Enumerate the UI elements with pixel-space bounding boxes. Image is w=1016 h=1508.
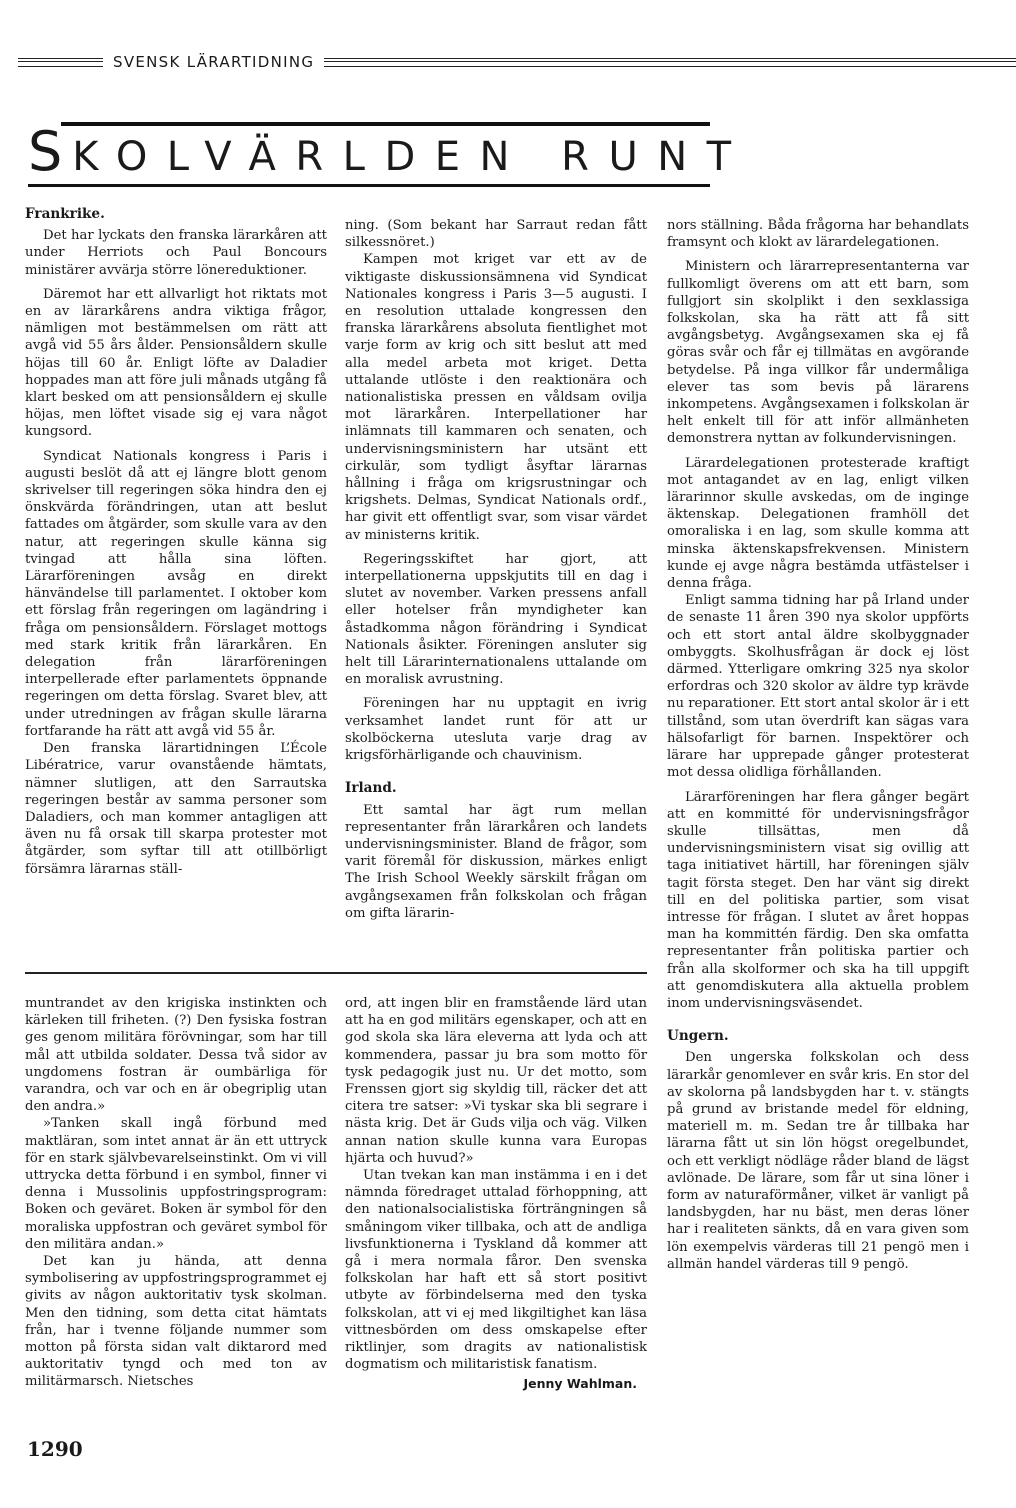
paragraph: Lärardelegationen protesterade kraftigt mot antagandet av en lag, enligt vilken lärarinnor skulle avskedas, om de inginge äktenskap. Delegationen framhöll det omoraliska i en lag, som skulle komma att minska äktenskapsfrekvensen. Ministern kunde ej avge några bestämda utfästelser i denna fråga. [667, 455, 969, 592]
paragraph: Den franska lärartidningen L’École Libératrice, varur ovanstående hämtats, nämner slutligen, att den Sarrautska regeringen består av samma personer som Daladiers, och man kommer antagligen att även nu få orsak till skarpa protester mot åtgärder, som syftar till att otillbörligt försämra lärarnas ställ- [25, 741, 327, 877]
column-divider-rule [25, 972, 647, 974]
running-head-rule-right [324, 58, 1016, 67]
running-head-rule-left [18, 58, 103, 67]
running-head-title: SVENSK LÄRARTIDNING [113, 53, 315, 71]
paragraph: Regeringsskiftet har gjort, att interpellationerna uppskjutits till en dag i slutet av november. Varken pressens anfall eller hotelser från myndigheter kan åstadkomma någon förändring i Syndicat Nationals åsikter. Föreningen ansluter sig helt till Lärarinternationalens uttalande om en moralisk avrustning. [345, 551, 647, 688]
paragraph-continued: ning. (Som bekant har Sarraut redan fått silkessnöret.) [345, 218, 647, 251]
heading-frankrike: Frankrike. [25, 206, 105, 222]
paragraph: Däremot har ett allvarligt hot riktats mot en av lärarkårens andra viktiga frågor, nämligen mot bestämmelsen om rätt att avgå vid 55 års ålder. Pensionsåldern skulle höjas till 60 år. Enligt löfte av Daladier hoppades man att före juli månads utgång få klart besked om att pensionsåldern ej skulle höjas, men löftet visade sig ej vara något kungsord. [25, 286, 327, 440]
paragraph: Enligt samma tidning har på Irland under de senaste 11 åren 390 nya skolor uppförts och ett stort antal äldre skolbyggnader ombyggts. Skolhusfrågan är dock ej löst därmed. Ytterligare omkring 325 nya skolor erfordras och 320 skolor av äldre typ krävde nu reparationer. Ett stort antal skolor är i ett tillstånd, som utan överdrift kan sägas vara hälsofarligt för barnen. Inspektörer och lärare har upprepade gånger protesterat mot dessa olidliga förhållanden. [667, 593, 969, 781]
section-banner [28, 120, 751, 187]
paragraph-continued: ord, att ingen blir en framstående lärd utan att ha en god militärs egenskaper, och att en god skola ska lära eleverna att lyda och att kommendera, passar ju bra som motto för tysk pedagogik just nu. Ur det motto, som Frenssen gjort sig skyldig till, räcker det att citera tre satser: »Vi tyskar ska bli segrare i nästa krig. Det är Guds vilja och väg. Vilken annan nation skulle kunna vara Europas hjärta och huvud?» [345, 996, 647, 1166]
author-signature: Jenny Wahlman. [523, 1376, 637, 1392]
paragraph: Den ungerska folkskolan och dess lärarkår genomlever en svår kris. En stor del av skolorna på landsbygden har t. v. stängts på grund av bristande medel för eldning, materiell m. m. Sedan tre år tillbaka har lärarna fått ut sin lön högst oregelbundet, och ett verkligt nödläge råder bland de lägst avlönade. De lärare, som får ut sina löner i form av naturaförmåner, vilket är vanligt på landsbygden, har nu bäst, men deras löner har i realiteten sänkts, då en vara given som lön exempelvis värderas till 21 pengö men i allmän handel värderas till 9 pengö. [667, 1050, 969, 1272]
paragraph: Syndicat Nationals kongress i Paris i augusti beslöt då att ej längre blott genom skrivelser till regeringen söka hindra den ej önskvärda förändringen, utan att beslut fattades om åtgärder, som skulle vara av den natur, att regeringen skulle känna sig tvingad att hålla sina löften. Lärarföreningen avsåg en direkt hänvändelse till parlamentet. I oktober kom ett förslag från regeringen om lagändring i fråga om pensionsåldern. Förslaget mottogs med stark kritik från lärarkåren. En delegation från lärarföreningen interpellerade efter parlamentets öppnande regeringen om detta förslag. Svaret blev, att under utredningen av frågan skulle lärarna fortfarande ha rätt att avgå vid 55 år. [25, 448, 327, 739]
paragraph: Utan tvekan kan man instämma i en i det nämnda föredraget uttalad förhoppning, att den nationalsocialistiska förträngningen så småningom viker tillbaka, och att de andliga livsfunktionerna i Tyskland då kommer att gå i mera normala fåror. Den svenska folkskolan har haft ett så stort positivt utbyte av förbindelserna med den tyska folkskolan, att vi ej med likgiltighet kan läsa vittnesbörden om dess omskapelse efter riktlinjer, som dragits av nationalistisk dogmatism och militaristisk fanatism. [345, 1168, 647, 1373]
banner-rest: KOLVÄRLDEN RUNT [72, 134, 751, 180]
heading-ungern: Ungern. [667, 1028, 729, 1045]
page-number: 1290 [27, 1437, 83, 1461]
paragraph: Ett samtal har ägt rum mellan representanter från lärarkåren och landets undervisningsminister. Bland de frågor, som varit föremål för diskussion, märkes enligt The Irish School Weekly särskilt frågan om avgångsexamen från folkskolan och frågan om gifta lärarin- [345, 802, 647, 921]
running-head [18, 50, 1016, 74]
paragraph: Föreningen har nu upptagit en ivrig verksamhet landet runt för att ur skolböckerna utesluta varje drag av krigsförhärligande och chauvinism. [345, 696, 647, 764]
banner-initial: S [28, 120, 73, 183]
paragraph: Det kan ju hända, att denna symbolisering av uppfostringsprogrammet ej givits av någon auktoritativ tysk skolman. Men den tidning, som detta citat hämtats från, har i tvenne följande nummer som motton på första sidan valt diktarord med auktoritativ tyngd och med ton av militärmarsch. Nietsches [25, 1254, 327, 1390]
banner-rule-bottom [28, 184, 710, 187]
column-3 [667, 217, 969, 1273]
paragraph-continued: muntrandet av den krigiska instinkten och kärleken till friheten. (?) Den fysiska fostran ges genom militära förövningar, som har till mål att utbilda soldater. Dessa två sidor av ungdomens fostran är oumbärliga för varandra, och var och en är obegriplig utan den andra.» [25, 996, 327, 1115]
paragraph: Ministern och lärarrepresentanterna var fullkomligt överens om att ett barn, som fullgjort sin skolplikt i den sexklassiga folkskolan, ska ha rätt att få sitt avgångsbetyg. Avgångsexamen ska ej få göras svår och får ej tillmätas en avgörande betydelse. På inga villkor får undermåliga elever tas som bevis på lärarens inkompetens. Avgångsexamen i folkskolan är helt enkelt till för att inför allmänheten demonstrera nyttan av folkundervisningen. [667, 259, 969, 447]
paragraph: Lärarföreningen har flera gånger begärt att en kommitté för undervisningsfrågor skulle tillsättas, men då undervisningsministern visat sig ovillig att taga initiativet härtill, har föreningen själv tagit första steget. Den har vänt sig direkt till en del politiska partier, som visat intresse för frågan. I slutet av året hoppas man ha kommittén färdig. Den ska omfatta representanter från politiska partier och från alla skolformer och ska ha till uppgift att genomdiskutera alla aktuella problem inom undervisningsväsendet. [667, 789, 969, 1011]
column-5 [345, 995, 647, 1393]
paragraph: Det har lyckats den franska lärarkåren att under Herriots och Paul Boncours ministärer avvärja större lönereduktioner. [25, 228, 327, 278]
heading-irland: Irland. [345, 780, 397, 797]
paragraph: Kampen mot kriget var ett av de viktigaste diskussionsämnena vid Syndicat Nationales kongress i Paris 3—5 augusti. I en resolution uttalade kongressen den franska lärarkårens absoluta fientlighet mot varje form av krig och sitt beslut att med alla medel arbeta mot kriget. Detta uttalande utlöste i den reaktionära och nationalistiska pressen en våldsam ovilja mot lärarkåren. Interpellationer har inlämnats till kammaren och senaten, och undervisningsministern har utsänt ett cirkulär, som tydligt åsyftar lärarnas hållning i fråga om krigsrustningar och krigshets. Delmas, Syndicat Nationals ordf., har givit ett offentligt svar, som visar värdet av ministerns kritik. [345, 252, 647, 543]
column-1 [25, 206, 327, 878]
paragraph-continued: nors ställning. Båda frågorna har behandlats framsynt och klokt av lärardelegationen. [667, 218, 969, 251]
paragraph: »Tanken skall ingå förbund med maktläran, som intet annat är än ett uttryck för en stark självbevarelseinstinkt. Om vi vill uttrycka detta förbund i en symbol, finner vi denna i Mussolinis uppfostringsprogram: Boken och geväret. Boken är symbol för den moraliska uppfostran och geväret symbol för den militära andan.» [25, 1116, 327, 1252]
banner-title [28, 120, 751, 187]
column-4 [25, 995, 327, 1391]
column-2 [345, 217, 647, 922]
